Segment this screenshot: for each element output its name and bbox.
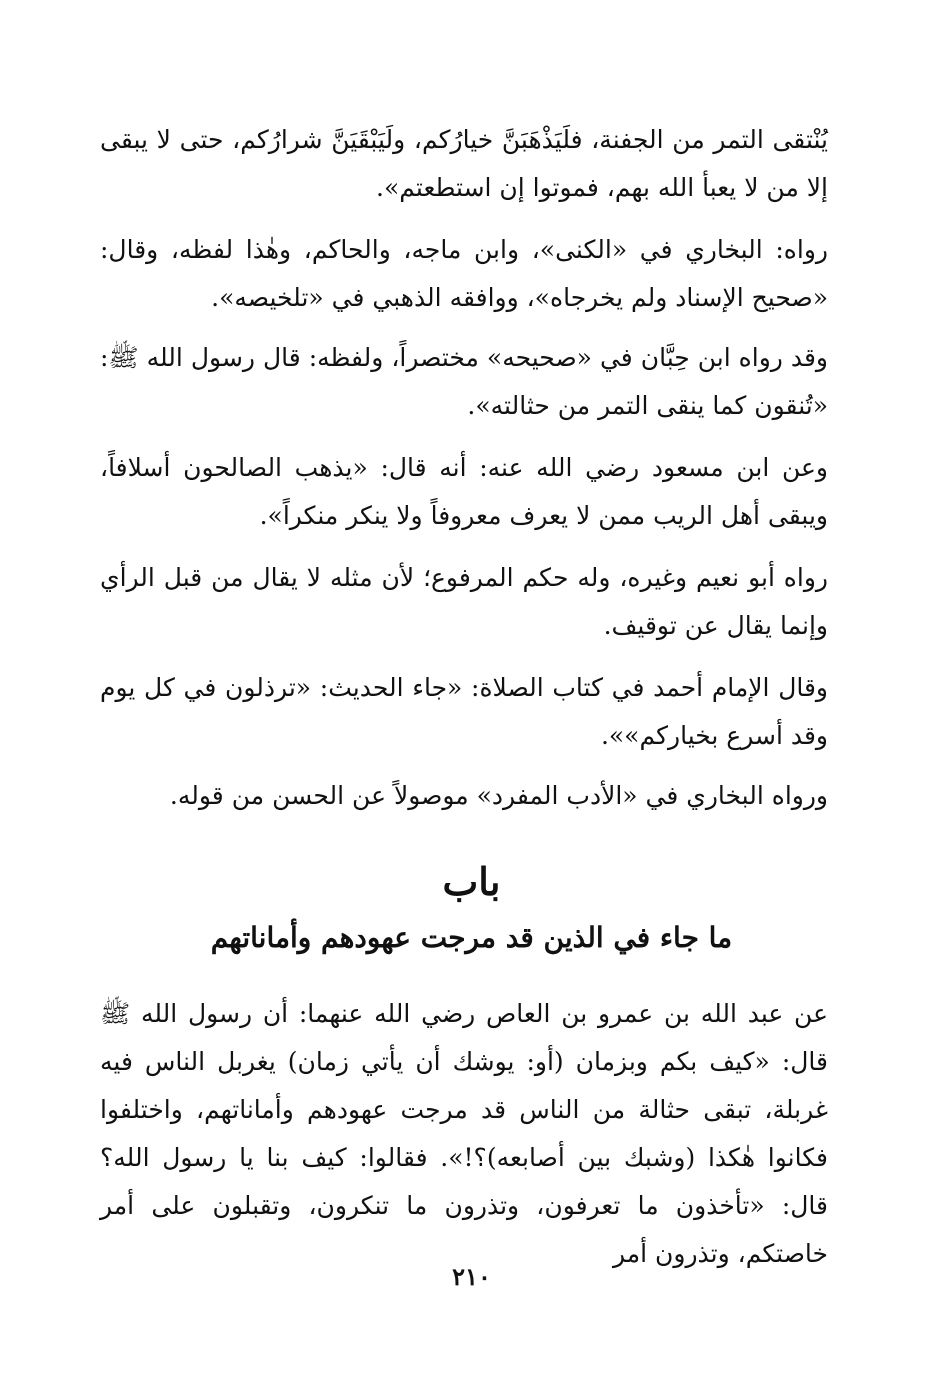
- page-number: ٢١٠: [452, 1262, 491, 1291]
- paragraph-adab-mufrad: ورواه البخاري في «الأدب المفرد» موصولاً عن الحسن من قوله.: [169, 781, 828, 810]
- paragraph-hadith-continuation: يُنْتقى التمر من الجفنة، فلَيَذْهَبَنَّ خيارُكم، ولَيَبْقَيَنَّ شرارُكم، حتى لا يبقى إلا من لا يعبأ الله بهم، فموتوا إن استطعتم».: [100, 125, 828, 202]
- paragraph-takhrij-bukhari-kuna: رواه: البخاري في «الكنى»، وابن ماجه، والحاكم، وهٰذا لفظه، وقال: «صحيح الإسناد ولم يخرجاه»، ووافقه الذهبي في «تلخيصه».: [100, 235, 828, 312]
- paragraph-imam-ahmad: وقال الإمام أحمد في كتاب الصلاة: «جاء الحديث: «ترذلون في كل يوم وقد أسرع بخياركم»».: [100, 673, 828, 750]
- paragraph-ibn-hibban: وقد رواه ابن حِبَّان في «صحيحه» مختصراً، ولفظه: قال رسول الله ﷺ: «تُنقون كما ينقى التمر من حثالته».: [100, 343, 828, 420]
- paragraph-ibn-masud: وعن ابن مسعود رضي الله عنه: أنه قال: «يذهب الصالحون أسلافاً، ويبقى أهل الريب ممن لا يعرف معروفاً ولا ينكر منكراً».: [100, 453, 828, 530]
- chapter-title: ما جاء في الذين قد مرجت عهودهم وأماناتهم: [210, 921, 733, 954]
- paragraph-abdullah-ibn-amr: عن عبد الله بن عمرو بن العاص رضي الله عنهما: أن رسول الله ﷺ قال: «كيف بكم وبزمان (أو: يوشك أن يأتي زمان) يغربل الناس فيه غربلة، تبقى حثالة من الناس قد مرجت عهودهم وأماناتهم، واختلفوا فكانوا هٰكذا (وشبك بين أصابعه)؟!». فقالوا: كيف بنا يا رسول الله؟ قال: «تأخذون ما تعرفون، وتذرون ما تنكرون، وتقبلون على أمر خاصتكم، وتذرون أمر: [100, 999, 828, 1268]
- chapter-label: باب: [442, 859, 501, 904]
- paragraph-abu-nuaym: رواه أبو نعيم وغيره، وله حكم المرفوع؛ لأن مثله لا يقال من قبل الرأي وإنما يقال عن توقيف.: [100, 563, 828, 640]
